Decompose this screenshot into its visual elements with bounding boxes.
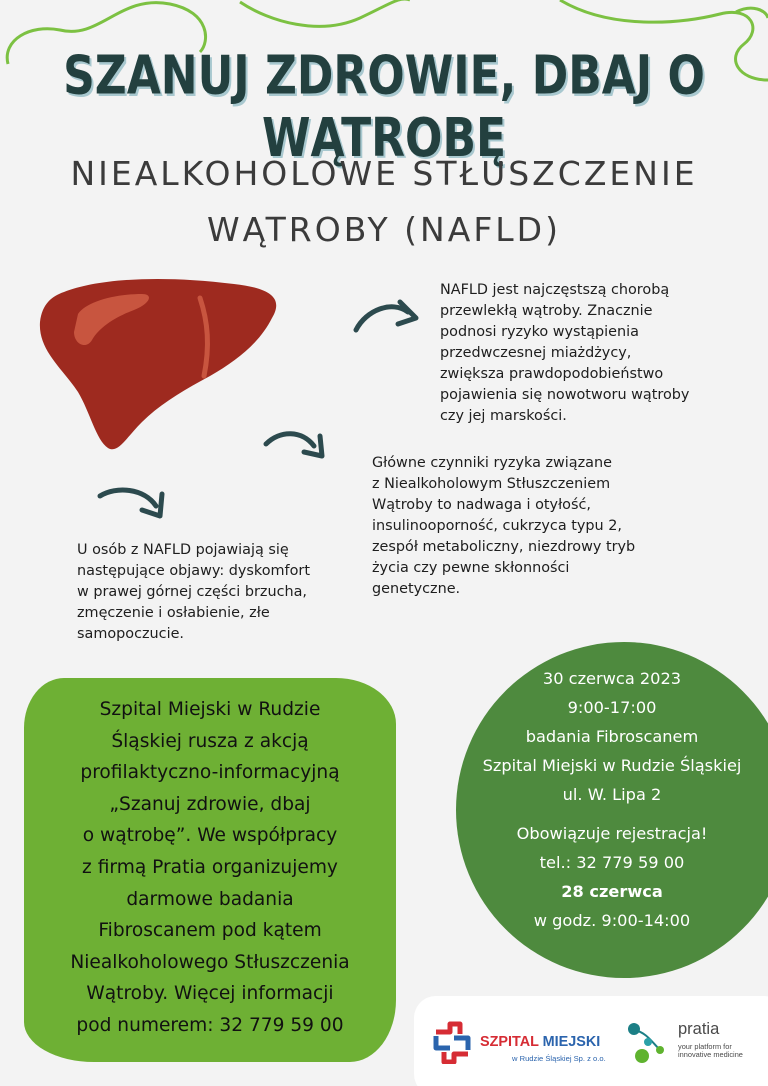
text-line: NAFLD jest najczęstszą chorobą — [440, 282, 670, 298]
subtitle-line-1: NIEALKOHOLOWE STŁUSZCZENIE — [70, 154, 698, 193]
text-line: zwiększa prawdopodobieństwo — [440, 366, 664, 382]
pratia-tagline-line-1: your platform for — [678, 1042, 732, 1051]
text-line: Niealkoholowego Stłuszczenia — [70, 951, 350, 973]
text-line: genetyczne. — [372, 581, 461, 597]
event-phone: tel.: 32 779 59 00 — [539, 853, 685, 872]
text-line: czy jej marskości. — [440, 408, 567, 424]
event-reg-date: 28 czerwca — [561, 882, 663, 901]
text-line: zespół metaboliczny, niezdrowy tryb — [372, 539, 636, 555]
text-line: Wątroby. Więcej informacji — [86, 983, 334, 1005]
event-place: Szpital Miejski w Rudzie Śląskiej — [482, 756, 742, 775]
campaign-text — [32, 694, 388, 1042]
text-line: przedwczesnej miażdżycy, — [440, 345, 632, 361]
text-line: podnosi ryzyko wystąpienia — [440, 324, 639, 340]
text-line: zmęczenie i osłabienie, złe — [77, 605, 270, 621]
text-line: insulinooporność, cukrzyca typu 2, — [372, 518, 622, 534]
pratia-tagline — [678, 1043, 758, 1060]
event-registration: Obowiązuje rejestracja! — [516, 824, 708, 843]
subtitle-line-2: WĄTROBY (NAFLD) — [207, 210, 561, 249]
curved-arrow-icon — [262, 424, 342, 472]
pratia-logo — [624, 1018, 754, 1068]
text-line: Szpital Miejski w Rudzie — [99, 699, 321, 720]
text-line: Śląskiej rusza z akcją — [111, 730, 309, 752]
text-line: z firmą Pratia organizujemy — [82, 856, 338, 878]
curved-arrow-icon — [352, 296, 432, 344]
subtitle — [0, 146, 768, 258]
text-line: pod numerem: 32 779 59 00 — [76, 1014, 344, 1036]
text-line: „Szanuj zdrowie, dbaj — [109, 793, 311, 815]
risk-factors — [372, 453, 682, 600]
text-line: życia czy pewne skłonności — [372, 560, 570, 576]
hospital-logo-icon — [430, 1020, 474, 1064]
text-line: Wątroby to nadwaga i otyłość, — [372, 497, 591, 513]
szpital-miejski-logo — [430, 1018, 630, 1068]
event-address: ul. W. Lipa 2 — [562, 785, 662, 804]
event-reg-hours: w godz. 9:00-14:00 — [533, 911, 691, 930]
hospital-subtitle: w Rudzie Śląskiej Sp. z o.o. — [512, 1054, 606, 1063]
text-line: o wątrobę”. We współpracy — [82, 825, 338, 847]
text-line: darmowe badania — [126, 888, 294, 910]
text-line: Fibroscanem pod kątem — [98, 920, 322, 942]
event-time: 9:00-17:00 — [567, 698, 657, 717]
event-details — [462, 664, 762, 935]
text-line: w prawej górnej części brzucha, — [77, 584, 308, 600]
nafld-description — [440, 280, 740, 427]
text-line: z Niealkoholowym Stłuszczeniem — [372, 476, 611, 492]
hospital-name-blue: MIEJSKI — [542, 1034, 601, 1050]
hospital-name-red: SZPITAL — [480, 1034, 539, 1050]
event-exam: badania Fibroscanem — [525, 727, 699, 746]
liver-illustration — [34, 272, 284, 457]
event-date: 30 czerwca 2023 — [542, 669, 682, 688]
hospital-name — [480, 1034, 600, 1050]
pratia-name: pratia — [678, 1020, 720, 1038]
curved-arrow-icon — [96, 484, 176, 532]
pratia-tagline-line-2: innovative medicine — [678, 1050, 743, 1060]
text-line: Główne czynniki ryzyka związane — [372, 455, 612, 471]
symptoms — [77, 540, 367, 645]
text-line: przewlekłą wątroby. Znacznie — [440, 303, 653, 319]
text-line: samopoczucie. — [77, 626, 185, 642]
text-line: profilaktyczno-informacyjną — [80, 762, 340, 784]
text-line: następujące objawy: dyskomfort — [77, 563, 310, 579]
text-line: U osób z NAFLD pojawiają się — [77, 542, 289, 558]
pratia-logo-icon — [624, 1020, 670, 1066]
text-line: pojawienia się nowotworu wątroby — [440, 387, 690, 403]
main-title: SZANUJ ZDROWIE, DBAJ O WĄTROBĘ — [63, 44, 705, 170]
